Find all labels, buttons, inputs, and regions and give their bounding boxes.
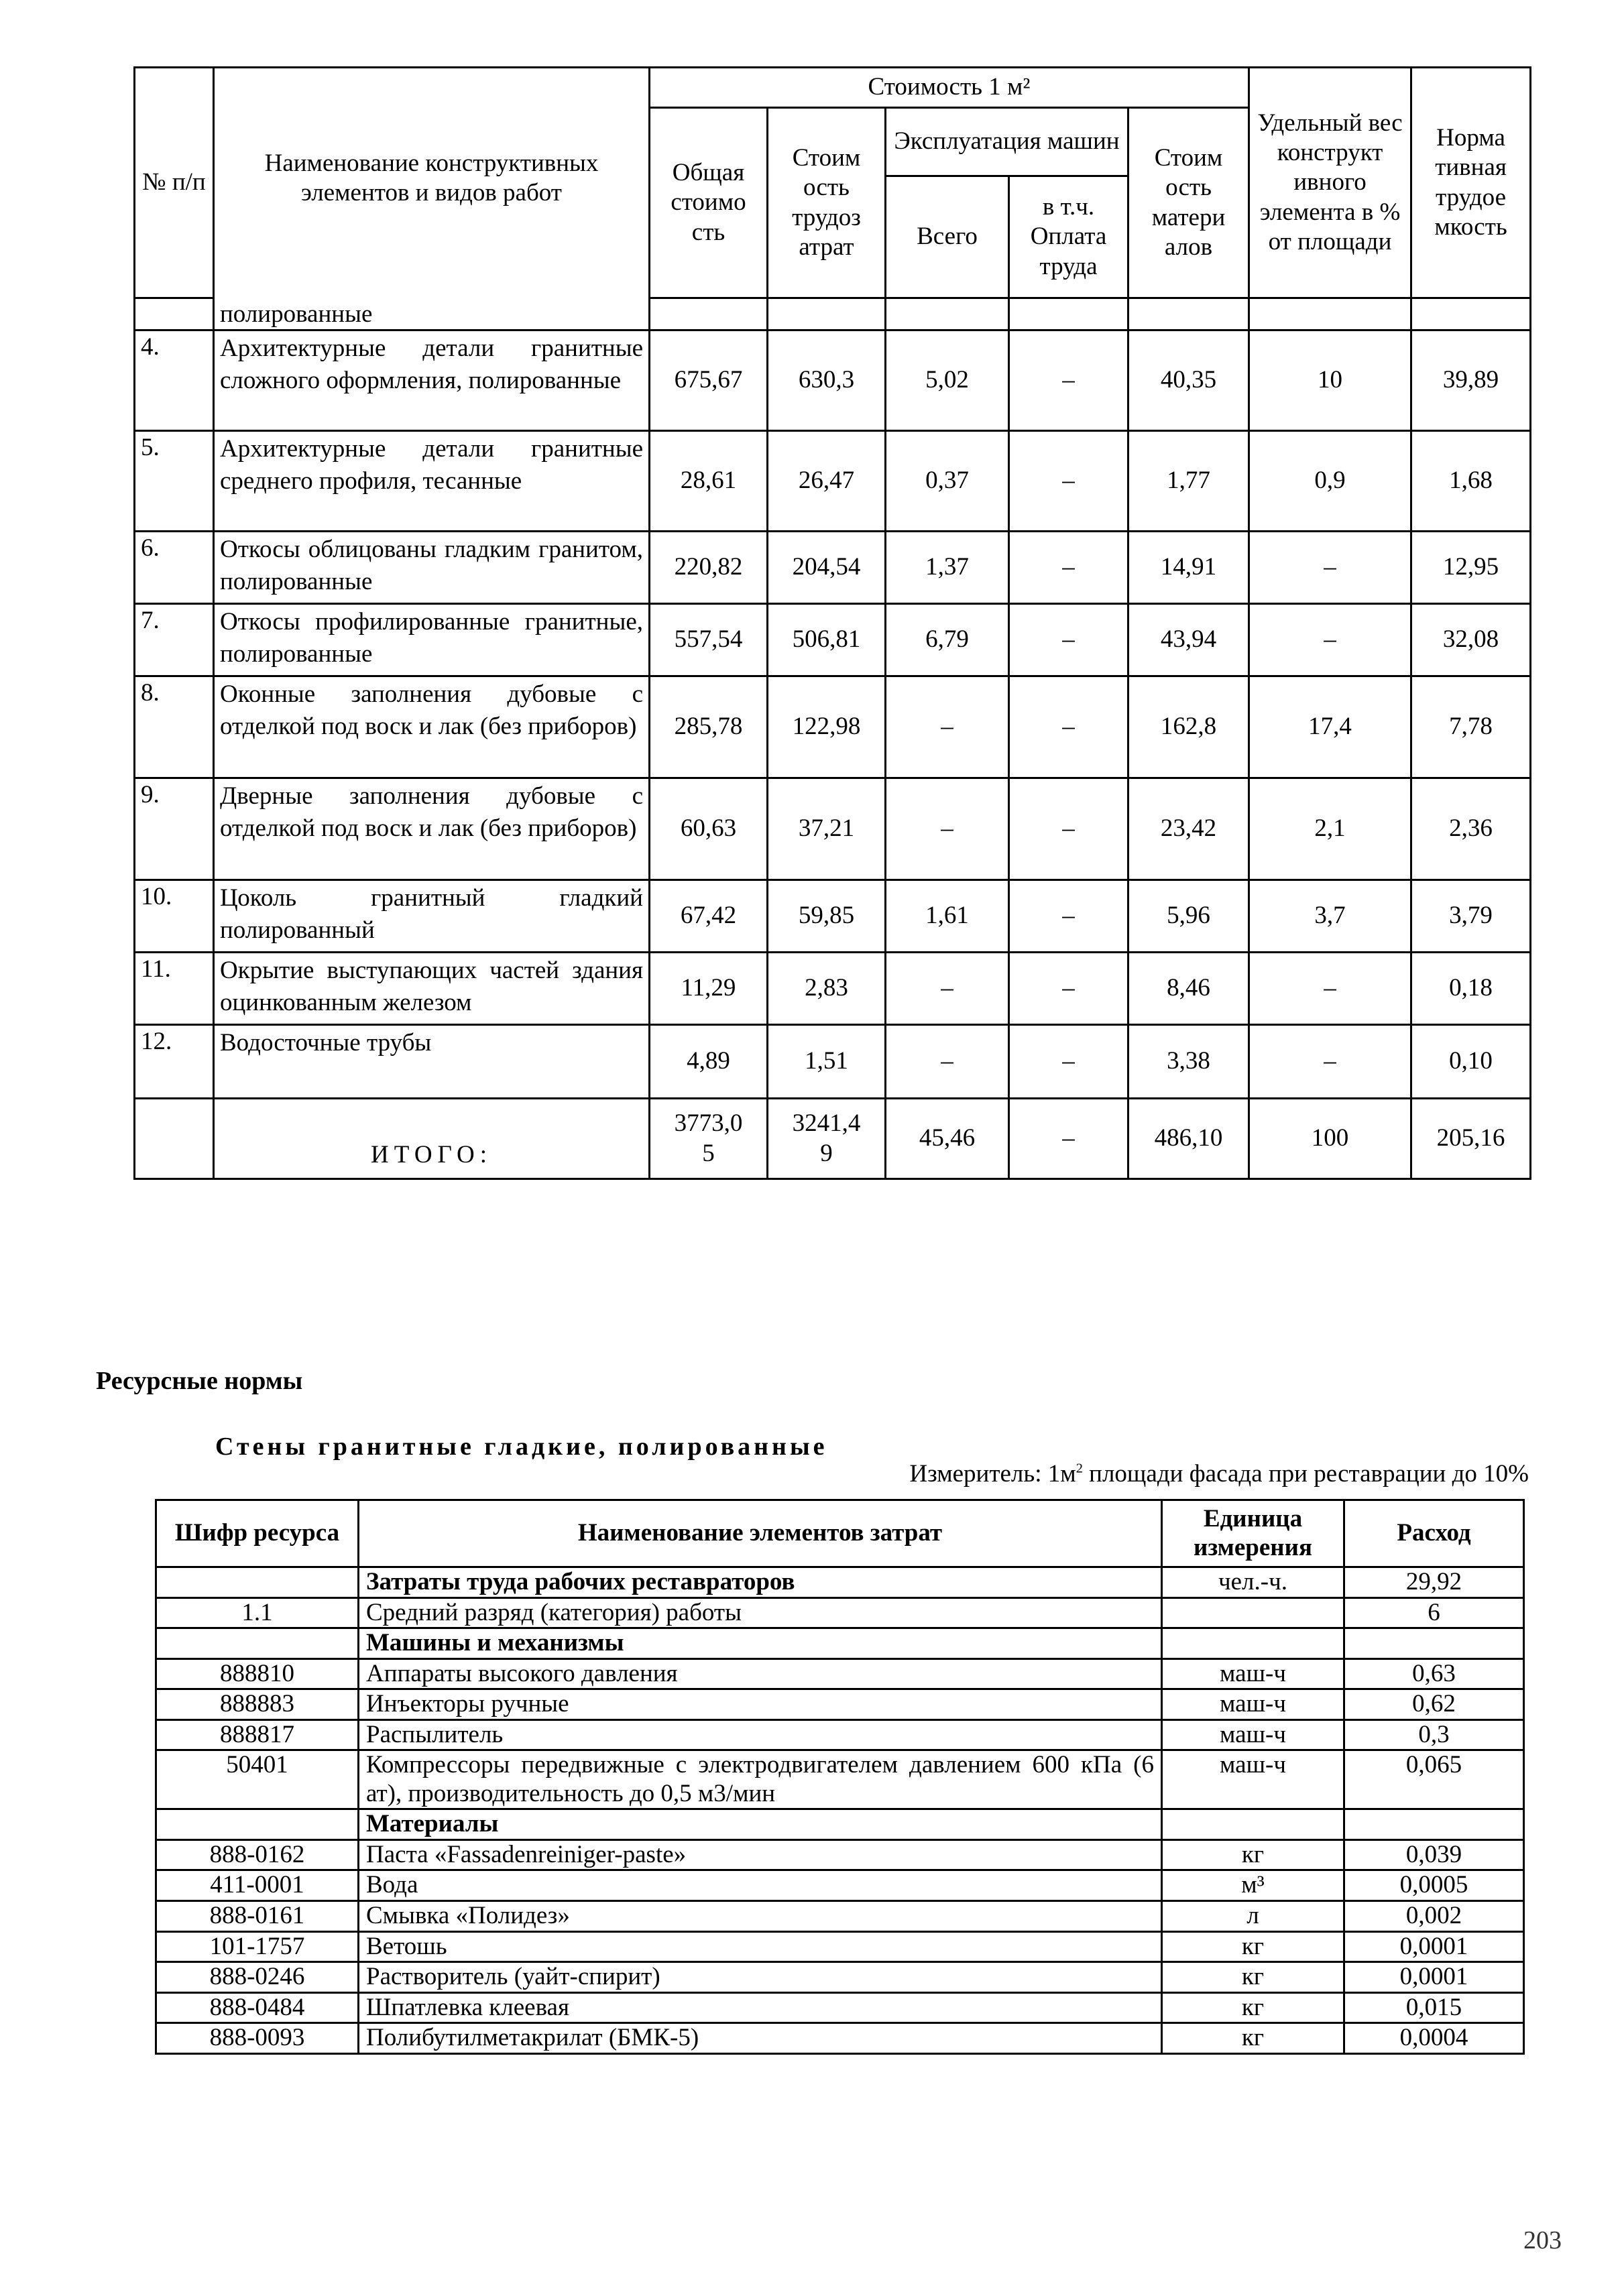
resource-qty: 0,62 — [1344, 1689, 1524, 1720]
header-code: Шифр ресурса — [156, 1500, 359, 1567]
resource-row — [156, 1901, 1524, 1932]
row-machines: – — [886, 1025, 1009, 1099]
row-share: – — [1249, 604, 1411, 676]
row-machines: – — [886, 953, 1009, 1025]
cont-cell — [886, 298, 1009, 330]
resource-code: 888-0161 — [156, 1901, 359, 1932]
cost-table — [133, 66, 1531, 1180]
resource-unit: кг — [1162, 1992, 1344, 2023]
row-num: 6. — [135, 532, 214, 604]
row-name: Цоколь гранитный гладкий полированный — [214, 880, 650, 953]
resource-name: Паста «Fassadenreiniger-paste» — [359, 1839, 1162, 1870]
resource-name: Компрессоры передвижные с электродвигателем давлением 600 кПа (6 ат), производительность до 0,5 м3/мин — [359, 1750, 1162, 1809]
resource-code: 50401 — [156, 1750, 359, 1809]
resource-qty: 0,0005 — [1344, 1870, 1524, 1901]
resource-qty: 0,0001 — [1344, 1931, 1524, 1962]
row-norm: 0,18 — [1411, 953, 1531, 1025]
header-machines-all: Всего — [886, 176, 1009, 298]
cont-cell — [135, 298, 214, 330]
row-total: 67,42 — [650, 880, 768, 953]
row-total: 11,29 — [650, 953, 768, 1025]
row-labor: 1,51 — [768, 1025, 886, 1099]
resource-unit — [1162, 1809, 1344, 1840]
cont-cell — [1009, 298, 1128, 330]
total-total: 3773,05 — [650, 1099, 768, 1179]
total-mach: 45,46 — [886, 1099, 1009, 1179]
resource-qty: 0,015 — [1344, 1992, 1524, 2023]
row-labor: 2,83 — [768, 953, 886, 1025]
resource-code: 888883 — [156, 1689, 359, 1720]
row-materials: 40,35 — [1128, 330, 1249, 431]
cont-cell — [650, 298, 768, 330]
row-share: 17,4 — [1249, 676, 1411, 778]
resource-name: Инъекторы ручные — [359, 1689, 1162, 1720]
cost-row — [135, 880, 1531, 953]
row-total: 557,54 — [650, 604, 768, 676]
row-num: 7. — [135, 604, 214, 676]
row-num: 10. — [135, 880, 214, 953]
total-norm: 205,16 — [1411, 1099, 1531, 1179]
resource-row — [156, 1992, 1524, 2023]
row-total: 60,63 — [650, 778, 768, 880]
resource-name: Смывка «Полидез» — [359, 1901, 1162, 1932]
header-materials: Стоим ость матери алов — [1128, 108, 1249, 298]
cost-row — [135, 431, 1531, 532]
row-materials: 43,94 — [1128, 604, 1249, 676]
header-machines-pay: в т.ч. Оплата труда — [1009, 176, 1128, 298]
resource-code: 411-0001 — [156, 1870, 359, 1901]
row-num: 9. — [135, 778, 214, 880]
header-norm: Норма тивная трудое мкость — [1411, 68, 1531, 298]
cont-cell — [1128, 298, 1249, 330]
resource-name: Материалы — [359, 1809, 1162, 1840]
resource-qty: 0,065 — [1344, 1750, 1524, 1809]
row-materials: 14,91 — [1128, 532, 1249, 604]
resource-qty — [1344, 1628, 1524, 1659]
cost-row — [135, 532, 1531, 604]
resource-unit: маш-ч — [1162, 1689, 1344, 1720]
total-label: ИТОГО: — [214, 1099, 650, 1179]
row-machines-pay: – — [1009, 604, 1128, 676]
header-name: Наименование конструктивных элементов и видов работ — [214, 68, 650, 298]
cost-row — [135, 604, 1531, 676]
cost-row — [135, 676, 1531, 778]
resource-row — [156, 1931, 1524, 1962]
row-name: Окрытие выступающих частей здания оцинкованным железом — [214, 953, 650, 1025]
cost-row — [135, 330, 1531, 431]
row-labor: 59,85 — [768, 880, 886, 953]
resource-row — [156, 1597, 1524, 1628]
resource-qty: 0,0001 — [1344, 1962, 1524, 1993]
row-share: 10 — [1249, 330, 1411, 431]
resource-code: 1.1 — [156, 1597, 359, 1628]
row-share: – — [1249, 1025, 1411, 1099]
total-labor: 3241,49 — [768, 1099, 886, 1179]
row-labor: 506,81 — [768, 604, 886, 676]
row-labor: 26,47 — [768, 431, 886, 532]
row-total: 285,78 — [650, 676, 768, 778]
resource-name: Растворитель (уайт-спирит) — [359, 1962, 1162, 1993]
row-norm: 0,10 — [1411, 1025, 1531, 1099]
resource-code — [156, 1628, 359, 1659]
resource-unit: кг — [1162, 1839, 1344, 1870]
resource-unit: чел.-ч. — [1162, 1567, 1344, 1598]
resource-row — [156, 1719, 1524, 1750]
row-share: 3,7 — [1249, 880, 1411, 953]
row-total: 4,89 — [650, 1025, 768, 1099]
resource-name: Распылитель — [359, 1719, 1162, 1750]
row-share: – — [1249, 532, 1411, 604]
row-labor: 122,98 — [768, 676, 886, 778]
row-labor: 204,54 — [768, 532, 886, 604]
resource-name: Ветошь — [359, 1931, 1162, 1962]
resource-code: 888-0246 — [156, 1962, 359, 1993]
total-pay: – — [1009, 1099, 1128, 1179]
resource-row — [156, 2023, 1524, 2054]
row-machines: 1,61 — [886, 880, 1009, 953]
row-share: 2,1 — [1249, 778, 1411, 880]
row-norm: 7,78 — [1411, 676, 1531, 778]
header-num: № п/п — [135, 68, 214, 298]
row-name: Водосточные трубы — [214, 1025, 650, 1099]
resource-code: 101-1757 — [156, 1931, 359, 1962]
row-total: 220,82 — [650, 532, 768, 604]
resource-name: Средний разряд (категория) работы — [359, 1597, 1162, 1628]
header-res-name: Наименование элементов затрат — [359, 1500, 1162, 1567]
row-norm: 3,79 — [1411, 880, 1531, 953]
resource-unit — [1162, 1597, 1344, 1628]
meter-suffix: площади фасада при реставрации до 10% — [1082, 1460, 1529, 1488]
resource-code: 888-0484 — [156, 1992, 359, 2023]
resource-group-row — [156, 1567, 1524, 1598]
resource-group-row — [156, 1809, 1524, 1840]
resource-row — [156, 1750, 1524, 1809]
cost-row — [135, 1025, 1531, 1099]
cost-row — [135, 953, 1531, 1025]
row-norm: 39,89 — [1411, 330, 1531, 431]
resource-unit: маш-ч — [1162, 1719, 1344, 1750]
row-name: Оконные заполнения дубовые с отделкой под воск и лак (без приборов) — [214, 676, 650, 778]
header-labor: Стоим ость трудоз атрат — [768, 108, 886, 298]
cont-cell — [1411, 298, 1531, 330]
resource-qty: 0,002 — [1344, 1901, 1524, 1932]
resource-row — [156, 1658, 1524, 1689]
resource-name: Аппараты высокого давления — [359, 1658, 1162, 1689]
row-num: 5. — [135, 431, 214, 532]
resource-qty — [1344, 1809, 1524, 1840]
resource-code — [156, 1567, 359, 1598]
row-num: 8. — [135, 676, 214, 778]
row-materials: 3,38 — [1128, 1025, 1249, 1099]
row-name: Архитектурные детали гранитные среднего профиля, тесанные — [214, 431, 650, 532]
header-unit: Единица измерения — [1162, 1500, 1344, 1567]
resource-code: 888-0093 — [156, 2023, 359, 2054]
resource-qty: 0,039 — [1344, 1839, 1524, 1870]
row-machines-pay: – — [1009, 1025, 1128, 1099]
resource-code — [156, 1809, 359, 1840]
resource-code: 888810 — [156, 1658, 359, 1689]
row-machines: – — [886, 778, 1009, 880]
row-share: 0,9 — [1249, 431, 1411, 532]
row-machines-pay: – — [1009, 676, 1128, 778]
cont-cell — [1249, 298, 1411, 330]
meter-line — [909, 1459, 1529, 1488]
resource-row — [156, 1689, 1524, 1720]
row-machines-pay: – — [1009, 880, 1128, 953]
resource-name: Затраты труда рабочих реставраторов — [359, 1567, 1162, 1598]
subtitle: Стены гранитные гладкие, полированные — [215, 1433, 828, 1461]
row-norm: 2,36 — [1411, 778, 1531, 880]
row-materials: 5,96 — [1128, 880, 1249, 953]
resource-unit — [1162, 1628, 1344, 1659]
row-name: Дверные заполнения дубовые с отделкой под воск и лак (без приборов) — [214, 778, 650, 880]
row-norm: 1,68 — [1411, 431, 1531, 532]
row-machines: – — [886, 676, 1009, 778]
resource-name: Машины и механизмы — [359, 1628, 1162, 1659]
row-machines-pay: – — [1009, 778, 1128, 880]
resource-qty: 0,0004 — [1344, 2023, 1524, 2054]
total-empty — [135, 1099, 214, 1179]
row-norm: 32,08 — [1411, 604, 1531, 676]
row-materials: 162,8 — [1128, 676, 1249, 778]
resource-row — [156, 1962, 1524, 1993]
cont-cell — [768, 298, 886, 330]
row-num: 12. — [135, 1025, 214, 1099]
row-name: Архитектурные детали гранитные сложного оформления, полированные — [214, 330, 650, 431]
resource-group-row — [156, 1628, 1524, 1659]
section-title: Ресурсные нормы — [96, 1367, 303, 1395]
resource-qty: 0,63 — [1344, 1658, 1524, 1689]
resource-row — [156, 1839, 1524, 1870]
row-machines-pay: – — [1009, 953, 1128, 1025]
row-labor: 630,3 — [768, 330, 886, 431]
row-machines: 1,37 — [886, 532, 1009, 604]
row-num: 4. — [135, 330, 214, 431]
header-machines: Эксплуатация машин — [886, 108, 1128, 176]
row-machines: 0,37 — [886, 431, 1009, 532]
resource-unit: кг — [1162, 1962, 1344, 1993]
resource-name: Шпатлевка клеевая — [359, 1992, 1162, 2023]
resource-table — [155, 1499, 1525, 2055]
header-qty: Расход — [1344, 1500, 1524, 1567]
row-share: – — [1249, 953, 1411, 1025]
resource-qty: 0,3 — [1344, 1719, 1524, 1750]
resource-unit: кг — [1162, 1931, 1344, 1962]
header-cost-group: Стоимость 1 м² — [650, 68, 1249, 108]
row-name: Откосы облицованы гладким гранитом, полированные — [214, 532, 650, 604]
row-labor: 37,21 — [768, 778, 886, 880]
row-norm: 12,95 — [1411, 532, 1531, 604]
row-machines: 6,79 — [886, 604, 1009, 676]
meter-sup: 2 — [1076, 1461, 1083, 1476]
resource-name: Вода — [359, 1870, 1162, 1901]
resource-unit: кг — [1162, 2023, 1344, 2054]
cost-row — [135, 778, 1531, 880]
row-machines-pay: – — [1009, 330, 1128, 431]
continuation-text: полированные — [214, 298, 650, 330]
page-number: 203 — [1523, 2226, 1562, 2254]
row-materials: 1,77 — [1128, 431, 1249, 532]
row-total: 675,67 — [650, 330, 768, 431]
row-machines-pay: – — [1009, 532, 1128, 604]
resource-code: 888817 — [156, 1719, 359, 1750]
resource-name: Полибутилметакрилат (БМК-5) — [359, 2023, 1162, 2054]
resource-unit: л — [1162, 1901, 1344, 1932]
resource-qty: 6 — [1344, 1597, 1524, 1628]
total-share: 100 — [1249, 1099, 1411, 1179]
total-mat: 486,10 — [1128, 1099, 1249, 1179]
header-share: Удельный вес конструкт ивного элемента в % от площади — [1249, 68, 1411, 298]
resource-code: 888-0162 — [156, 1839, 359, 1870]
header-total: Общая стоимо сть — [650, 108, 768, 298]
row-total: 28,61 — [650, 431, 768, 532]
row-num: 11. — [135, 953, 214, 1025]
resource-unit: маш-ч — [1162, 1750, 1344, 1809]
row-machines: 5,02 — [886, 330, 1009, 431]
row-machines-pay: – — [1009, 431, 1128, 532]
resource-unit: м³ — [1162, 1870, 1344, 1901]
row-materials: 8,46 — [1128, 953, 1249, 1025]
row-materials: 23,42 — [1128, 778, 1249, 880]
resource-row — [156, 1870, 1524, 1901]
resource-unit: маш-ч — [1162, 1658, 1344, 1689]
total-row — [135, 1099, 1531, 1179]
resource-qty: 29,92 — [1344, 1567, 1524, 1598]
row-name: Откосы профилированные гранитные, полированные — [214, 604, 650, 676]
meter-prefix: Измеритель: 1м — [909, 1460, 1076, 1488]
